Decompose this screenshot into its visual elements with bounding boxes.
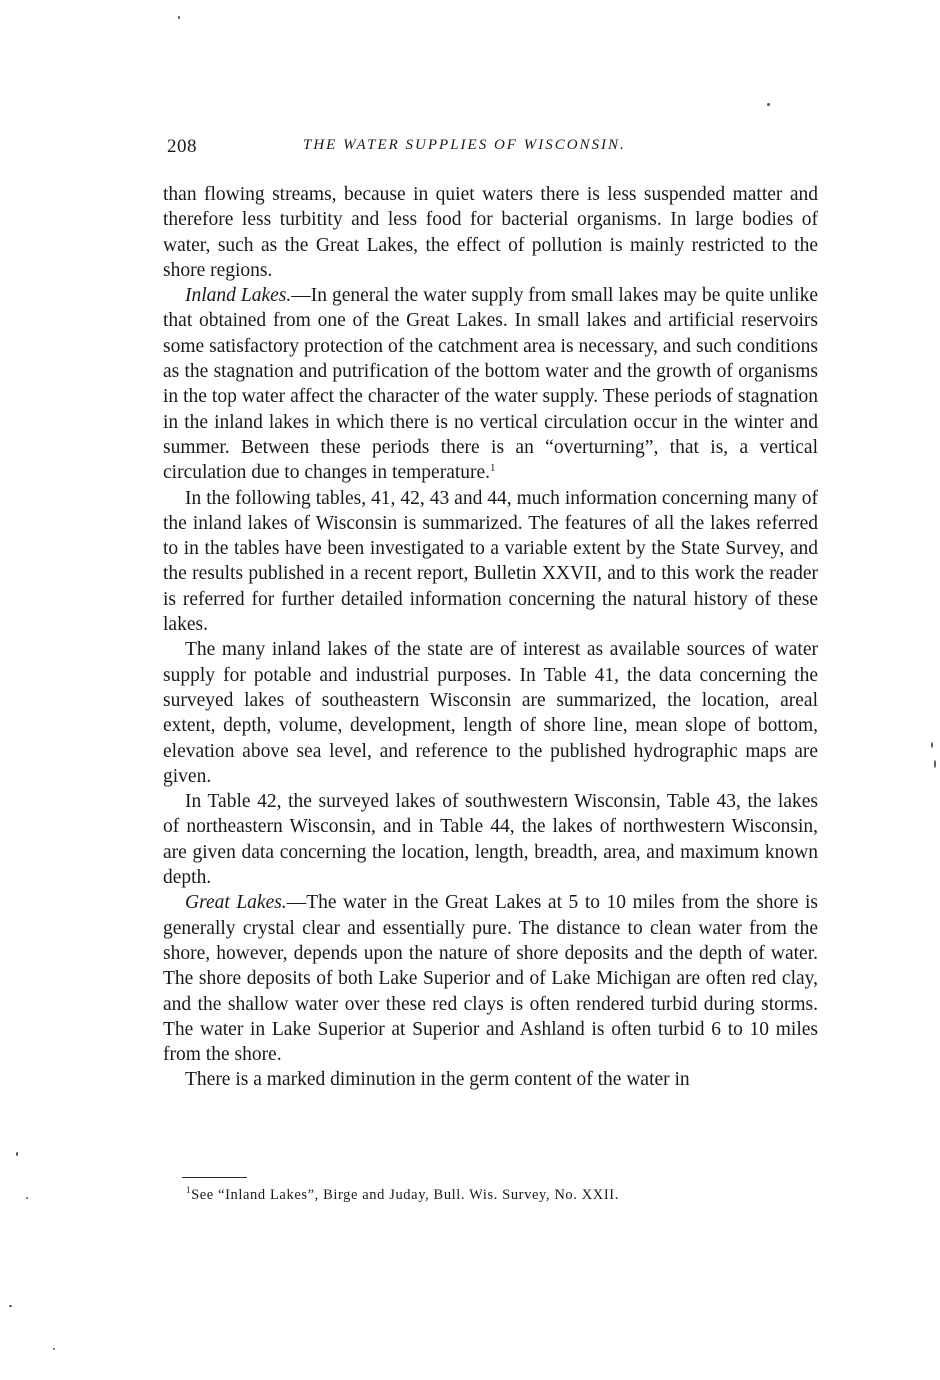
- footnote: [186, 1187, 806, 1204]
- paragraph-text: than flowing streams, because in quiet waters there is less suspended matter and therefore less turbitity and less food for bacterial organisms. In large bodies of water, such as the Great Lakes, the effect of pollution is mainly restricted to the shore regions.: [163, 184, 818, 281]
- paragraph-text: In the following tables, 41, 42, 43 and 44, much information concerning many of the inland lakes of Wisconsin is summarized. The features of all the lakes referred to in the tables have been investigated to a variable extent by the State Survey, and the results published in a recent report, Bulletin XXVII, and to this work the reader is referred for further detailed information concerning the natural history of these lakes.: [163, 487, 818, 636]
- paper-speck: [934, 760, 936, 768]
- paragraph-text: In Table 42, the surveyed lakes of southwestern Wisconsin, Table 43, the lakes of northeastern Wisconsin, and in Table 44, the lakes of northwestern Wisconsin, are given data concerning the location, length, breadth, area, and maximum known depth.: [163, 791, 818, 889]
- paper-speck: [53, 1348, 55, 1350]
- footnote-divider: [182, 1177, 247, 1178]
- running-title: THE WATER SUPPLIES OF WISCONSIN.: [303, 137, 626, 153]
- section-heading-inland-lakes: Inland Lakes.: [185, 285, 292, 307]
- paragraph-text: There is a marked diminution in the germ content of the water in: [185, 1069, 690, 1091]
- paragraph-text: The many inland lakes of the state are of interest as available sources of water supply for potable and industrial purposes. In Table 41, the data concerning the surveyed lakes of southeastern Wisconsin are summarized, the location, areal extent, depth, volume, development, length of shore line, mean slope of bottom, elevation above sea level, and reference to the published hydrographic maps are given.: [163, 639, 818, 787]
- section-heading-great-lakes: Great Lakes.: [185, 892, 287, 914]
- paragraph-text: —In general the water supply from small lakes may be quite unlike that obtained from one of the Great Lakes. In small lakes and artificial reservoirs some satisfactory protection of the catchment area is necessary, and such conditions as the stagnation and putrification of the bottom water and the growth of organisms in the top water affect the character of the water supply. These periods of stagnation in the inland lakes in which there is no vertical circulation occur in the winter and summer. Between these periods there is an “overturning”, that is, a vertical circulation due to changes in temperature.: [163, 285, 819, 484]
- footnote-reference: 1: [490, 462, 496, 475]
- paper-speck: [931, 742, 933, 748]
- paragraph-continuation: [163, 182, 818, 283]
- paragraph-table-41: [163, 637, 818, 789]
- paragraph-germ-content: [163, 1067, 818, 1092]
- body-text: [163, 182, 818, 1093]
- paper-speck: [9, 1305, 12, 1307]
- paper-speck: [178, 16, 180, 19]
- paragraph-tables-summary: [163, 486, 818, 638]
- paragraph-tables-42-44: [163, 789, 818, 890]
- running-head: [163, 136, 818, 160]
- paper-speck: [767, 103, 770, 106]
- footnote-marker: 1: [186, 1185, 192, 1195]
- paragraph-great-lakes: [163, 890, 818, 1067]
- paragraph-text: —The water in the Great Lakes at 5 to 10 miles from the shore is generally crystal clear and essentially pure. The distance to clean water from the shore, however, depends upon the nature of shore deposits and the depth of water. The shore deposits of both Lake Superior and of Lake Michigan are often red clay, and the shallow water over these red clays is often rendered turbid during storms. The water in Lake Superior at Superior and Ashland is often turbid 6 to 10 miles from the shore.: [163, 892, 818, 1066]
- paper-speck: [16, 1152, 18, 1156]
- page-number: 208: [167, 136, 197, 157]
- paragraph-inland-lakes: [163, 283, 818, 485]
- paper-speck: [26, 1197, 28, 1199]
- footnote-text: See “Inland Lakes”, Birge and Juday, Bull. Wis. Survey, No. XXII.: [191, 1187, 619, 1203]
